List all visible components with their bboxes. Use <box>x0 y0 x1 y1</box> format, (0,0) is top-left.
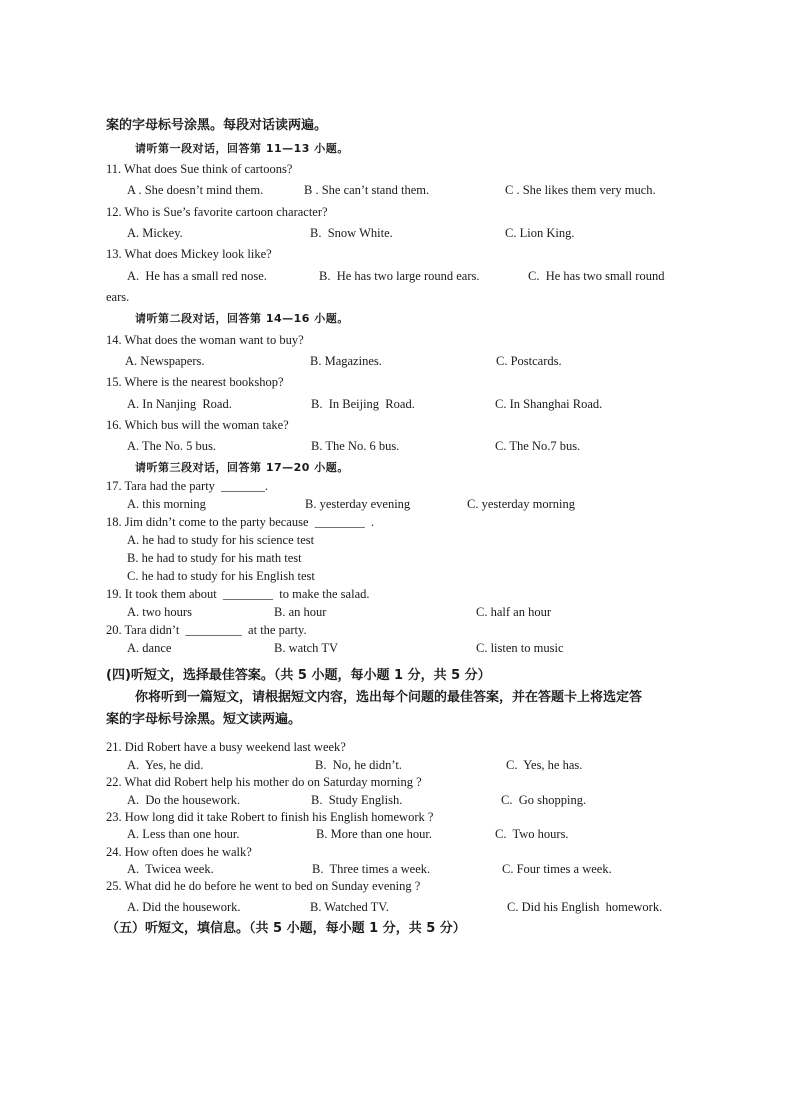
q20-option-b: B. watch TV <box>274 641 338 655</box>
q12-option-a: A. Mickey. <box>127 226 183 240</box>
question-11: 11. What does Sue think of cartoons? <box>106 162 293 176</box>
section-4-instruction-line-1: 你将听到一篇短文，请根据短文内容，选出每个问题的最佳答案，并在答题卡上将选定答 <box>135 690 643 705</box>
q17-option-a: A. this morning <box>127 497 206 511</box>
q16-option-b: B. The No. 6 bus. <box>311 439 400 453</box>
section-4-instruction-line-2: 案的字母标号涂黑。短文读两遍。 <box>106 712 302 727</box>
question-25: 25. What did he do before he went to bed on Sunday evening ? <box>106 879 421 893</box>
q23-option-a: A. Less than one hour. <box>127 827 240 841</box>
q18-option-c: C. he had to study for his English test <box>127 569 315 583</box>
q16-option-a: A. The No. 5 bus. <box>127 439 217 453</box>
q12-option-b: B. Snow White. <box>310 226 393 240</box>
q13-option-c-continued: ears. <box>106 290 130 304</box>
question-20: 20. Tara didn’t _________ at the party. <box>106 623 307 637</box>
question-24: 24. How often does he walk? <box>106 845 252 859</box>
q22-option-a: A. Do the housework. <box>127 793 241 807</box>
section-5-title: （五）听短文，填信息。（共 5 小题，每小题 1 分，共 5 分） <box>106 921 466 936</box>
question-18: 18. Jim didn’t come to the party because ________ . <box>106 515 375 529</box>
q13-option-c: C. He has two small round <box>528 269 665 283</box>
q19-option-a: A. two hours <box>127 605 192 619</box>
q19-option-c: C. half an hour <box>476 605 551 619</box>
question-13: 13. What does Mickey look like? <box>106 247 272 261</box>
q11-option-c: C . She likes them very much. <box>505 183 656 197</box>
q11-option-b: B . She can’t stand them. <box>304 183 430 197</box>
instruction-dialogue-3: 请听第三段对话，回答第 17—20 小题。 <box>135 461 349 474</box>
q17-option-b: B. yesterday evening <box>305 497 411 511</box>
q22-option-c: C. Go shopping. <box>501 793 587 807</box>
q17-option-c: C. yesterday morning <box>467 497 575 511</box>
q24-option-b: B. Three times a week. <box>312 862 431 876</box>
question-21: 21. Did Robert have a busy weekend last week? <box>106 740 346 754</box>
question-14: 14. What does the woman want to buy? <box>106 333 304 347</box>
q21-option-b: B. No, he didn’t. <box>315 758 402 772</box>
q25-option-b: B. Watched TV. <box>310 900 389 914</box>
q20-option-c: C. listen to music <box>476 641 564 655</box>
instruction-dialogue-1: 请听第一段对话，回答第 11—13 小题。 <box>135 142 349 155</box>
question-16: 16. Which bus will the woman take? <box>106 418 289 432</box>
q15-option-c: C. In Shanghai Road. <box>495 397 603 411</box>
q13-option-a: A. He has a small red nose. <box>127 269 267 283</box>
instruction-dialogue-2: 请听第二段对话，回答第 14—16 小题。 <box>135 312 349 325</box>
q23-option-c: C. Two hours. <box>495 827 569 841</box>
question-17: 17. Tara had the party _______. <box>106 479 269 493</box>
q21-option-c: C. Yes, he has. <box>506 758 583 772</box>
q15-option-a: A. In Nanjing Road. <box>127 397 232 411</box>
q18-option-a: A. he had to study for his science test <box>127 533 315 547</box>
question-19: 19. It took them about ________ to make the salad. <box>106 587 370 601</box>
q16-option-c: C. The No.7 bus. <box>495 439 581 453</box>
q22-option-b: B. Study English. <box>311 793 403 807</box>
q20-option-a: A. dance <box>127 641 172 655</box>
q13-option-b: B. He has two large round ears. <box>319 269 480 283</box>
q24-option-a: A. Twicea week. <box>127 862 214 876</box>
q25-option-c: C. Did his English homework. <box>507 900 663 914</box>
q14-option-a: A. Newspapers. <box>125 354 205 368</box>
q18-option-b: B. he had to study for his math test <box>127 551 302 565</box>
q15-option-b: B. In Beijing Road. <box>311 397 415 411</box>
q11-option-a: A . She doesn’t mind them. <box>127 183 264 197</box>
q12-option-c: C. Lion King. <box>505 226 575 240</box>
q24-option-c: C. Four times a week. <box>502 862 612 876</box>
q25-option-a: A. Did the housework. <box>127 900 241 914</box>
section-4-title: (四)听短文，选择最佳答案。（共 5 小题，每小题 1 分，共 5 分） <box>106 668 491 683</box>
q23-option-b: B. More than one hour. <box>316 827 432 841</box>
q14-option-c: C. Postcards. <box>496 354 562 368</box>
question-12: 12. Who is Sue’s favorite cartoon character? <box>106 205 328 219</box>
intro-line: 案的字母标号涂黑。每段对话读两遍。 <box>106 118 328 133</box>
q19-option-b: B. an hour <box>274 605 327 619</box>
question-15: 15. Where is the nearest bookshop? <box>106 375 284 389</box>
question-22: 22. What did Robert help his mother do on Saturday morning ? <box>106 775 422 789</box>
question-23: 23. How long did it take Robert to finish his English homework ? <box>106 810 434 824</box>
q21-option-a: A. Yes, he did. <box>127 758 204 772</box>
q14-option-b: B. Magazines. <box>310 354 382 368</box>
